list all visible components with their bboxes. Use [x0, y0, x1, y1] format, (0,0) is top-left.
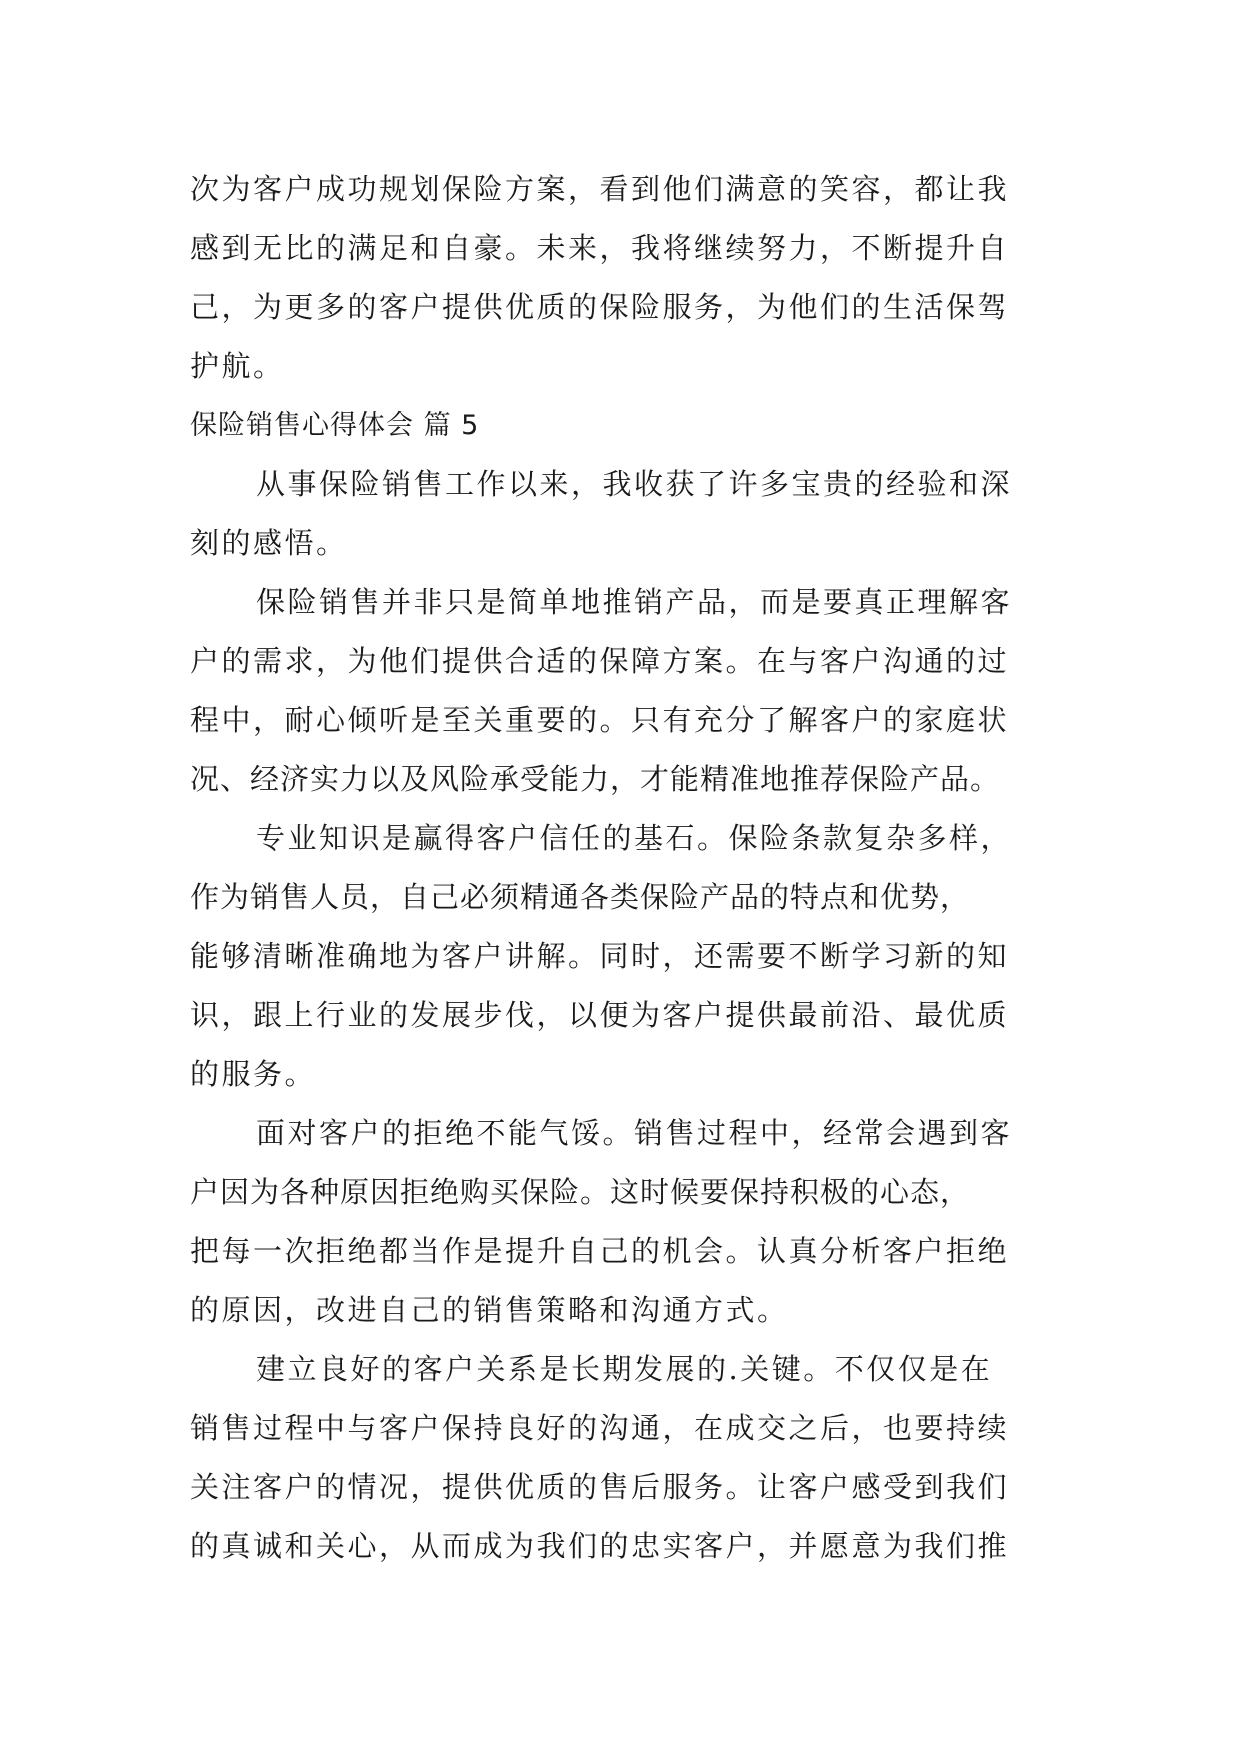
text-line: 己，为更多的客户提供优质的保险服务，为他们的生活保驾	[190, 290, 1010, 324]
text-line: 次为客户成功规划保险方案，看到他们满意的笑容，都让我	[190, 172, 1010, 206]
text-line: 建立良好的客户关系是长期发展的.关键。不仅仅是在	[256, 1352, 993, 1386]
section-heading: 保险销售心得体会 篇 5	[190, 410, 480, 441]
text-line: 感到无比的满足和自豪。未来，我将继续努力，不断提升自	[190, 231, 1010, 265]
text-line: 面对客户的拒绝不能气馁。销售过程中，经常会遇到客	[256, 1116, 1013, 1150]
text-line: 刻的感悟。	[190, 526, 348, 560]
text-line: 把每一次拒绝都当作是提升自己的机会。认真分析客户拒绝	[190, 1234, 1010, 1268]
text-line: 户因为各种原因拒绝购买保险。这时候要保持积极的心态，	[190, 1175, 971, 1209]
text-line: 护航。	[190, 349, 285, 383]
text-line: 销售过程中与客户保持良好的沟通，在成交之后，也要持续	[190, 1411, 1010, 1445]
text-line: 的真诚和关心，从而成为我们的忠实客户，并愿意为我们推	[190, 1529, 1010, 1563]
text-line: 作为销售人员，自己必须精通各类保险产品的特点和优势，	[190, 880, 971, 914]
text-line: 的原因，改进自己的销售策略和沟通方式。	[190, 1293, 789, 1327]
document-body	[190, 160, 1060, 1576]
text-line: 的服务。	[190, 1057, 317, 1091]
text-line: 保险销售并非只是简单地推销产品，而是要真正理解客	[256, 585, 1013, 619]
text-line: 从事保险销售工作以来，我收获了许多宝贵的经验和深	[256, 467, 1013, 501]
text-line: 关注客户的情况，提供优质的售后服务。让客户感受到我们	[190, 1470, 1010, 1504]
text-line: 户的需求，为他们提供合适的保障方案。在与客户沟通的过	[190, 644, 1010, 678]
text-line: 识，跟上行业的发展步伐，以便为客户提供最前沿、最优质	[190, 998, 1010, 1032]
text-line: 专业知识是赢得客户信任的基石。保险条款复杂多样，	[256, 821, 1013, 855]
text-line: 能够清晰准确地为客户讲解。同时，还需要不断学习新的知	[190, 939, 1010, 973]
text-line: 程中，耐心倾听是至关重要的。只有充分了解客户的家庭状	[190, 703, 1010, 737]
text-line: 况、经济实力以及风险承受能力，才能精准地推荐保险产品。	[190, 762, 1001, 796]
